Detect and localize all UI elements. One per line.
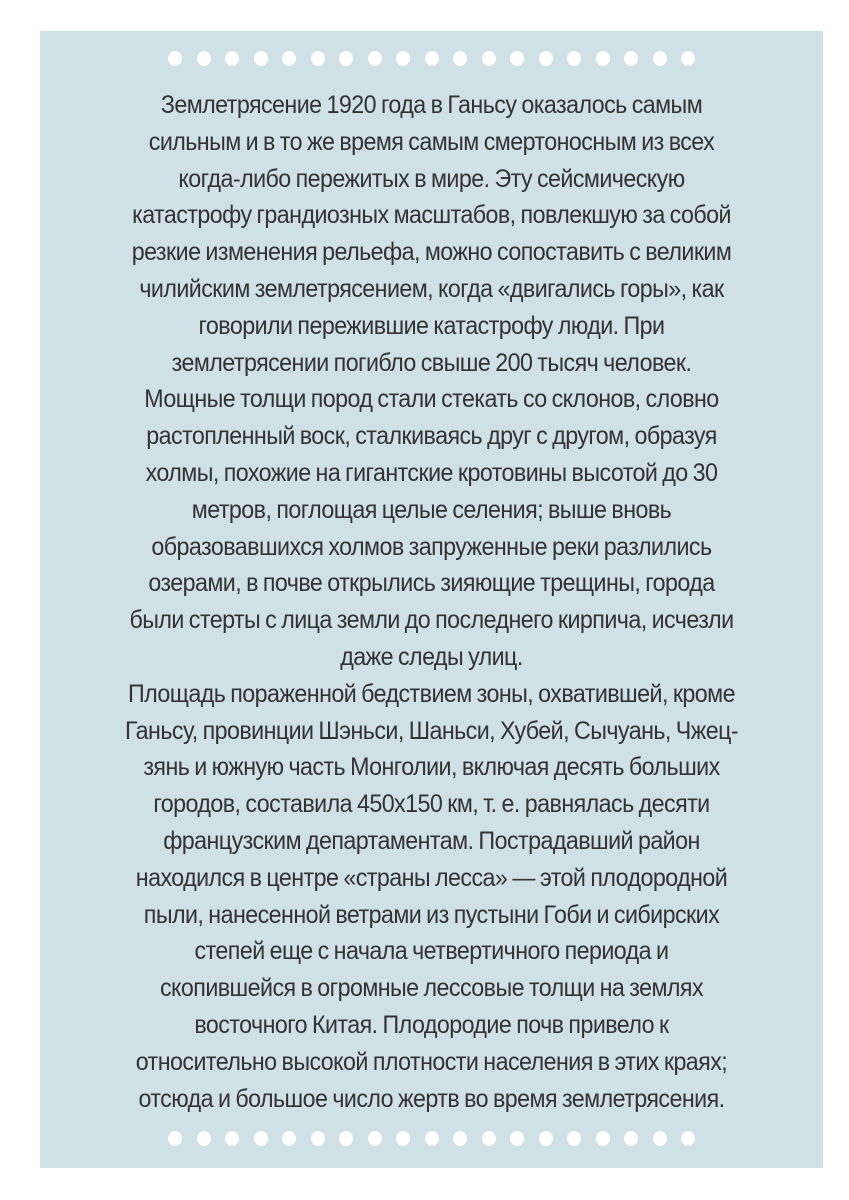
bottom-dot-divider — [40, 1131, 823, 1147]
dot-ornament-icon — [425, 1131, 439, 1146]
text-line: сильным и в то же время самым смертоносным из всех — [148, 127, 715, 156]
text-line: городов, составила 450х150 км, т. е. равнялась десяти — [153, 790, 710, 819]
dot-ornament-icon — [425, 51, 439, 66]
dot-ornament-icon — [197, 51, 211, 66]
dot-ornament-icon — [510, 1131, 524, 1146]
dot-ornament-icon — [681, 51, 695, 66]
text-line: говорили пережившие катастрофу люди. При — [198, 311, 665, 340]
dot-ornament-icon — [311, 51, 325, 66]
text-line: чилийским землетрясением, когда «двигались горы», как — [139, 274, 724, 303]
dot-ornament-icon — [453, 51, 467, 66]
text-line: Ганьсу, провинции Шэньси, Шаньси, Хубей, Сычуань, Чжец- — [124, 716, 739, 745]
text-line: Мощные толщи пород стали стекать со склонов, словно — [144, 385, 719, 414]
dot-ornament-icon — [168, 1131, 182, 1146]
dot-ornament-icon — [225, 51, 239, 66]
text-line: зянь и южную часть Монголии, включая десять больших — [143, 753, 720, 782]
text-line: отсюда и большое число жертв во время землетрясения. — [138, 1084, 725, 1113]
text-line: землетрясении погибло свыше 200 тысяч человек. — [171, 348, 692, 377]
dot-ornament-icon — [225, 1131, 239, 1146]
dot-ornament-icon — [482, 51, 496, 66]
text-line: восточного Китая. Плодородие почв привело к — [194, 1010, 669, 1039]
text-line: Площадь пораженной бедствием зоны, охватившей, кроме — [128, 679, 735, 708]
text-line: были стерты с лица земли до последнего кирпича, исчезли — [129, 606, 734, 635]
paragraph-2 — [40, 676, 823, 1118]
dot-ornament-icon — [624, 51, 638, 66]
text-line: холмы, похожие на гигантские кротовины высотой до 30 — [145, 458, 718, 487]
text-line: резкие изменения рельефа, можно сопоставить с великим — [131, 238, 732, 267]
dot-ornament-icon — [567, 1131, 581, 1146]
text-line: пыли, нанесенной ветрами из пустыни Гоби и сибирских — [143, 900, 720, 929]
text-line: когда-либо пережитых в мире. Эту сейсмическую — [178, 164, 685, 193]
dot-ornament-icon — [282, 1131, 296, 1146]
text-line: метров, поглощая целые селения; выше вновь — [191, 495, 672, 524]
text-line: озерами, в почве открылись зияющие трещины, города — [148, 569, 715, 598]
paragraph-1 — [40, 87, 823, 676]
dot-ornament-icon — [282, 51, 296, 66]
dot-ornament-icon — [254, 1131, 268, 1146]
dot-ornament-icon — [624, 1131, 638, 1146]
dot-ornament-icon — [339, 51, 353, 66]
dot-ornament-icon — [453, 1131, 467, 1146]
text-line: степей еще с начала четвертичного периода и — [194, 937, 669, 966]
dot-ornament-icon — [368, 1131, 382, 1146]
top-dot-divider — [40, 51, 823, 67]
text-line: образовавшихся холмов запруженные реки разлились — [151, 532, 712, 561]
text-line: относительно высокой плотности населения в этих краях; — [135, 1047, 728, 1076]
dot-ornament-icon — [567, 51, 581, 66]
dot-ornament-icon — [596, 51, 610, 66]
text-line: катастрофу грандиозных масштабов, повлекшую за собой — [132, 201, 731, 230]
text-card — [40, 31, 823, 1168]
dot-ornament-icon — [653, 51, 667, 66]
article-body — [40, 87, 823, 1117]
dot-ornament-icon — [368, 51, 382, 66]
dot-ornament-icon — [539, 51, 553, 66]
text-line: даже следы улиц. — [340, 642, 523, 671]
text-line: скопившейся в огромные лессовые толщи на землях — [159, 974, 704, 1003]
dot-ornament-icon — [510, 51, 524, 66]
dot-ornament-icon — [254, 51, 268, 66]
text-line: растопленный воск, сталкиваясь друг с другом, образуя — [146, 422, 717, 451]
text-line: французским департаментам. Пострадавший район — [163, 826, 700, 855]
dot-ornament-icon — [681, 1131, 695, 1146]
dot-ornament-icon — [653, 1131, 667, 1146]
dot-ornament-icon — [396, 51, 410, 66]
dot-ornament-icon — [482, 1131, 496, 1146]
dot-ornament-icon — [168, 51, 182, 66]
text-line: Землетрясение 1920 года в Ганьсу оказалось самым — [160, 91, 703, 119]
dot-ornament-icon — [596, 1131, 610, 1146]
dot-ornament-icon — [197, 1131, 211, 1146]
dot-ornament-icon — [339, 1131, 353, 1146]
dot-ornament-icon — [539, 1131, 553, 1146]
dot-ornament-icon — [396, 1131, 410, 1146]
text-line: находился в центре «страны лесса» — этой плодородной — [135, 863, 728, 892]
dot-ornament-icon — [311, 1131, 325, 1146]
